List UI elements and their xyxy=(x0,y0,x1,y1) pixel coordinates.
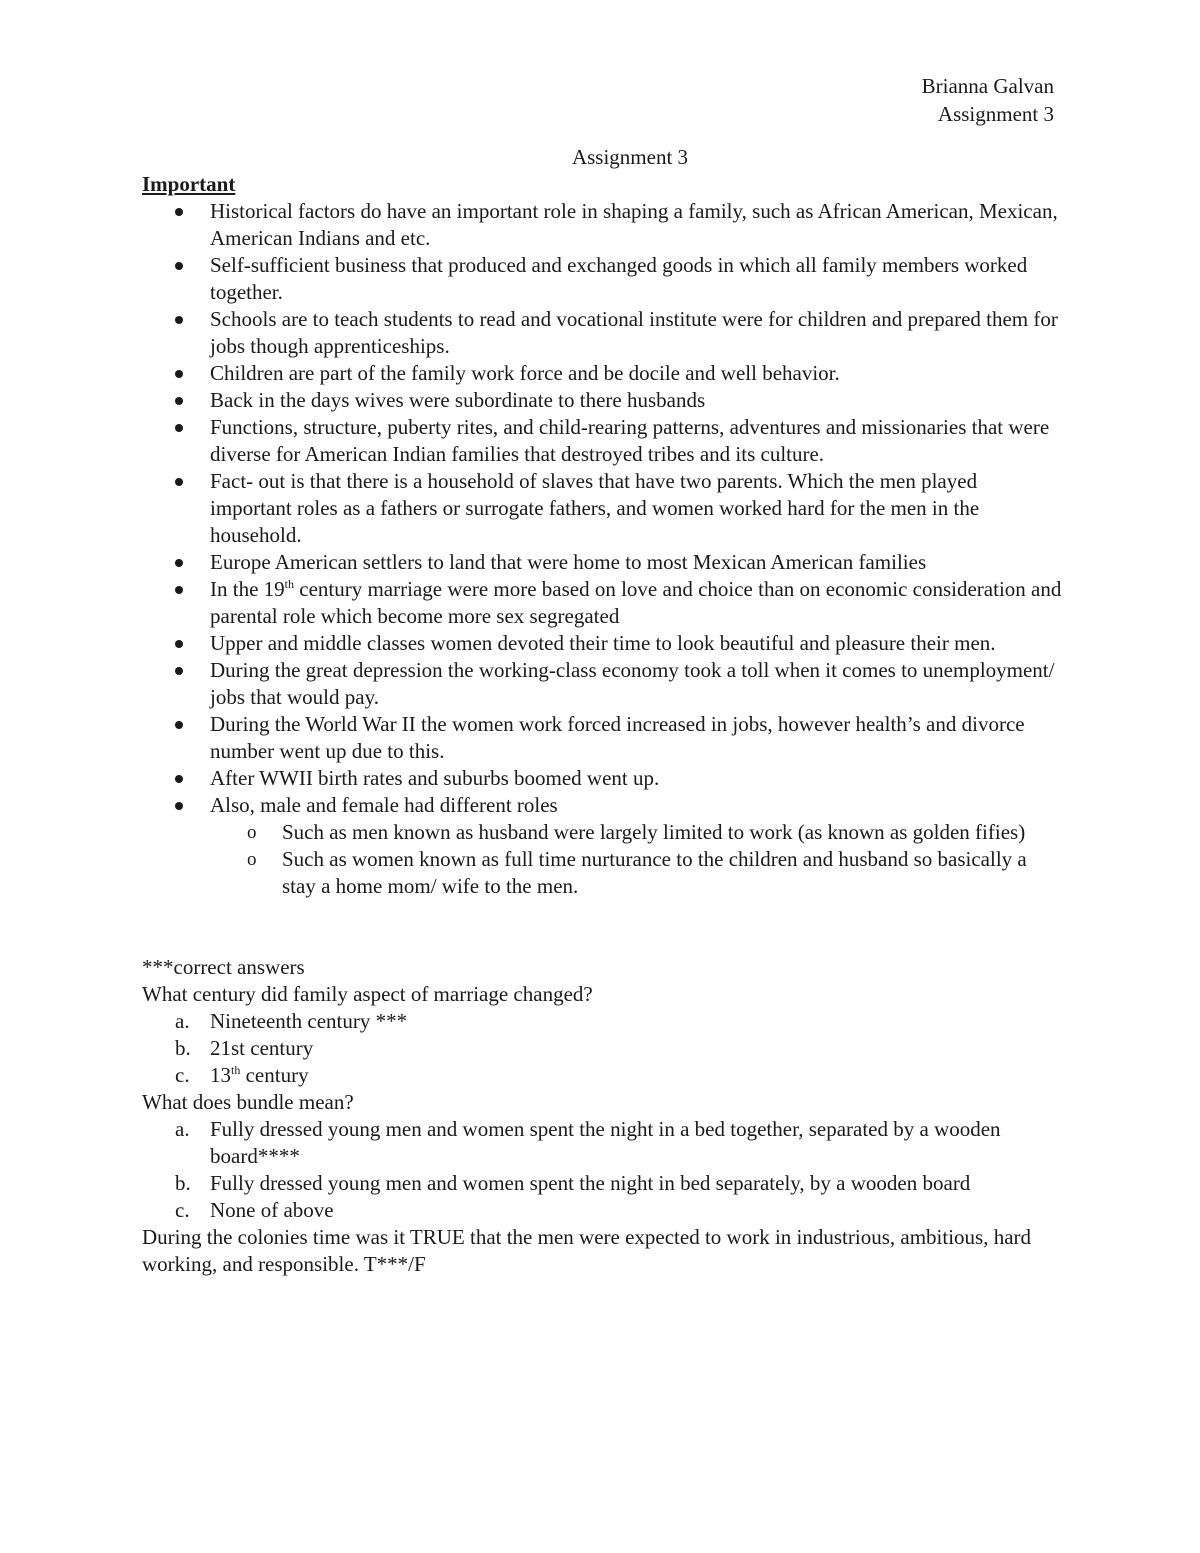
list-item xyxy=(142,549,1062,576)
list-item xyxy=(142,468,1062,549)
option-item xyxy=(142,1116,1062,1170)
option-text: Fully dressed young men and women spent the night in bed separately, by a wooden board xyxy=(210,1171,971,1195)
list-item-text: Children are part of the family work force and be docile and well behavior. xyxy=(210,361,840,385)
list-item xyxy=(142,711,1062,765)
option-item xyxy=(142,1008,1062,1035)
option-item xyxy=(142,1062,1062,1089)
document-body xyxy=(142,171,1062,1278)
spacer xyxy=(142,900,1062,954)
ordinal-superscript: th xyxy=(284,577,294,591)
question-2: What does bundle mean? xyxy=(142,1090,354,1114)
bullet-icon xyxy=(175,208,183,216)
bullet-icon xyxy=(175,424,183,432)
document-title: Assignment 3 xyxy=(571,145,689,169)
question-2-options xyxy=(142,1116,1062,1224)
circle-bullet-icon: o xyxy=(247,849,257,870)
option-item xyxy=(142,1035,1062,1062)
list-item xyxy=(142,252,1062,306)
section-heading-important: Important xyxy=(142,172,236,196)
header-assignment: Assignment 3 xyxy=(937,102,1054,126)
bullet-icon xyxy=(175,316,183,324)
sub-list-item-text: Such as men known as husband were largely limited to work (as known as golden fifies) xyxy=(282,820,1026,844)
list-item xyxy=(142,630,1062,657)
list-item xyxy=(142,198,1062,252)
list-item-text: After WWII birth rates and suburbs boomed went up. xyxy=(210,766,660,790)
option-letter: b. xyxy=(175,1171,191,1195)
option-text: Nineteenth century *** xyxy=(210,1009,408,1033)
bullet-icon xyxy=(175,262,183,270)
list-item-text: Europe American settlers to land that were home to most Mexican American families xyxy=(210,550,927,574)
list-item xyxy=(142,387,1062,414)
list-item xyxy=(142,360,1062,387)
list-item-text: century marriage were more based on love and choice than on economic consideration and parental role which become more sex segregated xyxy=(210,577,1062,628)
question-3: During the colonies time was it TRUE that the men were expected to work in industrious, ambitious, hard working, and responsible. T***/F xyxy=(142,1225,1032,1276)
list-item xyxy=(142,306,1062,360)
list-item-text: In the 19 xyxy=(210,577,285,601)
option-text: 13 xyxy=(210,1063,231,1087)
bullet-icon xyxy=(175,559,183,567)
circle-bullet-icon: o xyxy=(247,822,257,843)
list-item-text: During the great depression the working-class economy took a toll when it comes to unemployment/ jobs that would pay. xyxy=(210,658,1055,709)
list-item xyxy=(142,414,1062,468)
answer-legend: ***correct answers xyxy=(142,955,305,979)
list-item-text: Functions, structure, puberty rites, and child-rearing patterns, adventures and missionaries that were diverse for American Indian families that destroyed tribes and its culture. xyxy=(210,415,1050,466)
option-letter: b. xyxy=(175,1036,191,1060)
list-item-text: Schools are to teach students to read and vocational institute were for children and prepared them for jobs though apprenticeships. xyxy=(210,307,1058,358)
option-item xyxy=(142,1197,1062,1224)
option-text: century xyxy=(240,1063,309,1087)
option-text: 21st century xyxy=(210,1036,314,1060)
option-letter: c. xyxy=(175,1063,190,1087)
important-bullet-list xyxy=(142,198,1062,900)
list-item-text: Upper and middle classes women devoted their time to look beautiful and pleasure their men. xyxy=(210,631,996,655)
bullet-icon xyxy=(175,640,183,648)
list-item-text: Also, male and female had different roles xyxy=(210,793,558,817)
bullet-icon xyxy=(175,667,183,675)
list-item-text: Historical factors do have an important role in shaping a family, such as African American, Mexican, American Indians and etc. xyxy=(210,199,1058,250)
bullet-icon xyxy=(175,775,183,783)
author-name: Brianna Galvan xyxy=(921,74,1054,98)
list-item-text: Back in the days wives were subordinate to there husbands xyxy=(210,388,706,412)
option-letter: c. xyxy=(175,1198,190,1222)
sub-list-item xyxy=(210,846,1062,900)
option-text: Fully dressed young men and women spent the night in a bed together, separated by a wooden board**** xyxy=(210,1117,1001,1168)
sub-list-item-text: Such as women known as full time nurturance to the children and husband so basically a stay a home mom/ wife to the men. xyxy=(282,847,1027,898)
list-item-text: Self-sufficient business that produced and exchanged goods in which all family members worked together. xyxy=(210,253,1028,304)
sub-list-item xyxy=(210,819,1062,846)
option-text: None of above xyxy=(210,1198,334,1222)
bullet-icon xyxy=(175,721,183,729)
sub-bullet-list xyxy=(210,819,1062,900)
ordinal-superscript: th xyxy=(231,1063,241,1077)
list-item xyxy=(142,792,1062,900)
bullet-icon xyxy=(175,478,183,486)
question-1-options xyxy=(142,1008,1062,1089)
option-letter: a. xyxy=(175,1117,190,1141)
header-block xyxy=(922,72,1054,128)
question-1: What century did family aspect of marriage changed? xyxy=(142,982,593,1006)
option-letter: a. xyxy=(175,1009,190,1033)
list-item-text: Fact- out is that there is a household of slaves that have two parents. Which the men played important roles as a fathers or surrogate fathers, and women worked hard for the men in the household. xyxy=(210,469,980,547)
list-item xyxy=(142,765,1062,792)
list-item xyxy=(142,576,1062,630)
bullet-icon xyxy=(175,397,183,405)
list-item-text: During the World War II the women work forced increased in jobs, however health’s and divorce number went up due to this. xyxy=(210,712,1025,763)
option-item xyxy=(142,1170,1062,1197)
list-item xyxy=(142,657,1062,711)
bullet-icon xyxy=(175,370,183,378)
bullet-icon xyxy=(175,802,183,810)
bullet-icon xyxy=(175,586,183,594)
